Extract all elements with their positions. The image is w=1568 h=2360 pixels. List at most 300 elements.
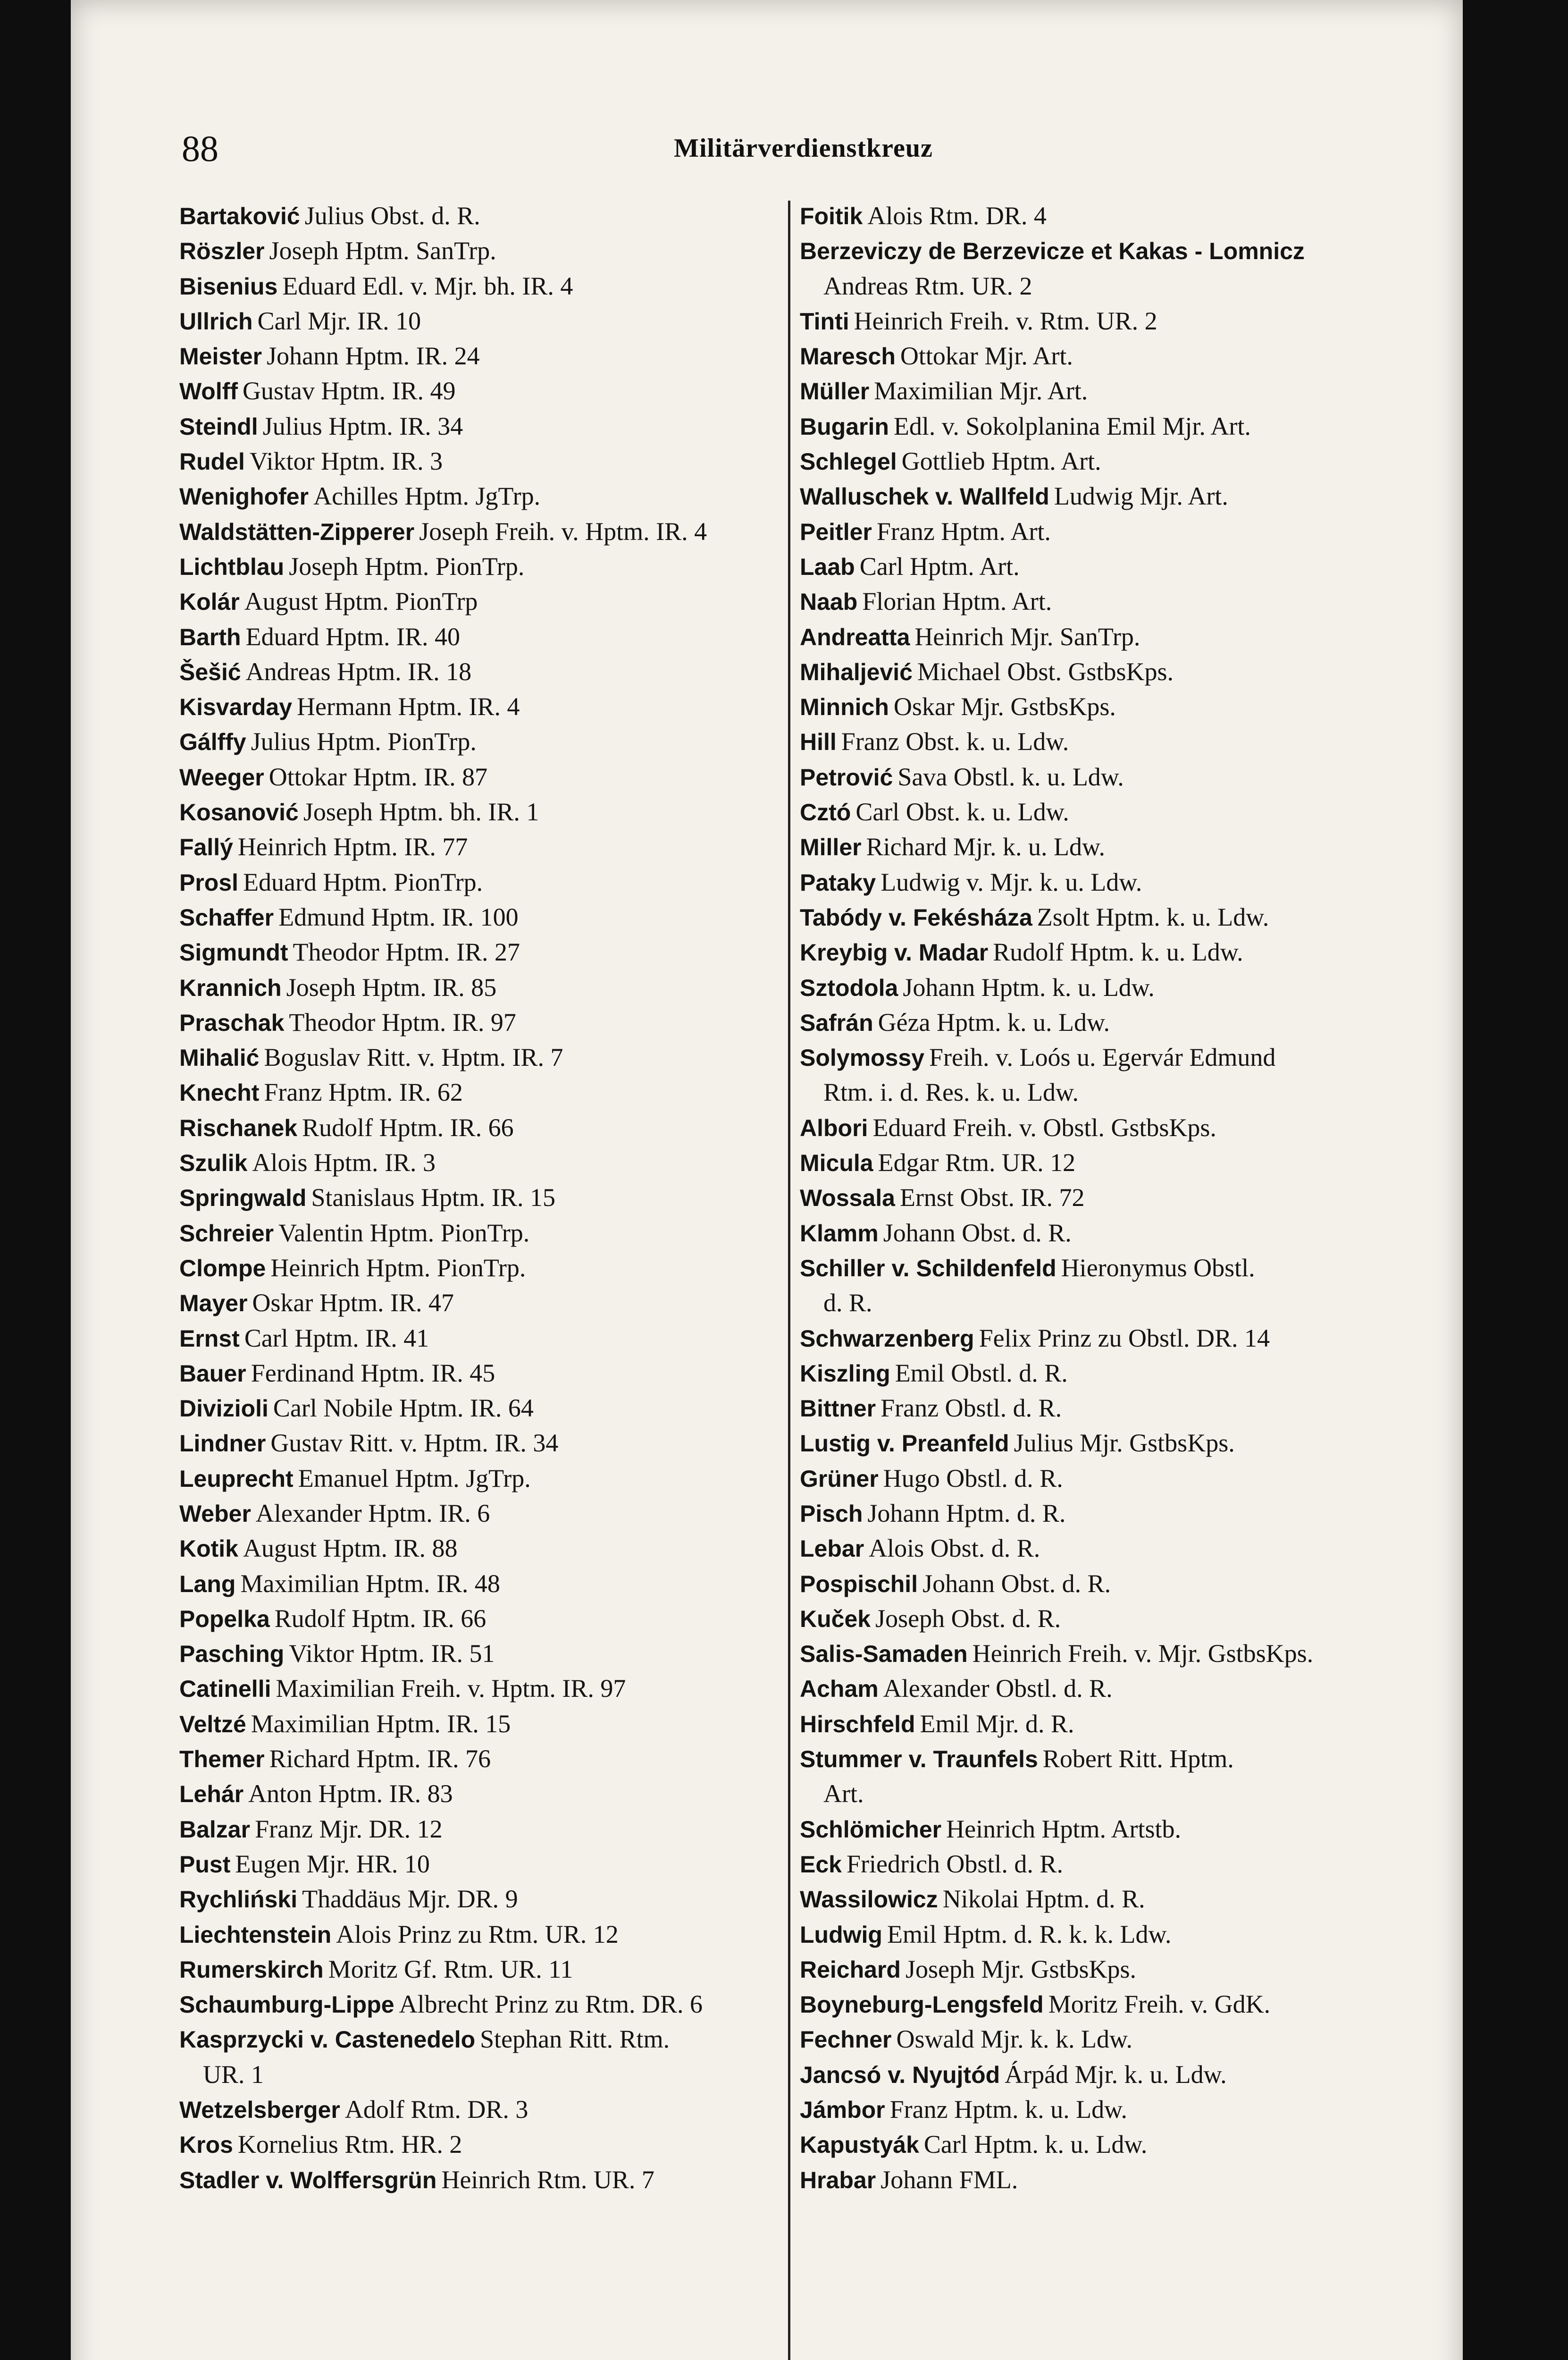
entry-continuation: Rtm. i. d. Res. k. u. Ldw. (823, 1078, 1079, 1107)
entry-details: Carl Nobile Hptm. IR. 64 (273, 1394, 534, 1423)
page-number: 88 (182, 128, 218, 169)
list-entry (179, 1601, 793, 1636)
entry-details: Anton Hptm. IR. 83 (248, 1779, 453, 1808)
list-entry (800, 1145, 1442, 1180)
entry-details: Edmund Hptm. IR. 100 (278, 902, 519, 931)
list-entry (800, 198, 1442, 233)
entry-details: Oskar Mjr. GstbsKps. (893, 692, 1116, 721)
list-entry (179, 1776, 793, 1811)
entry-details: Alois Hptm. IR. 3 (252, 1148, 436, 1177)
entry-surname: Minnich (800, 694, 889, 721)
entry-details: Carl Mjr. IR. 10 (257, 306, 421, 335)
entry-surname: Leuprecht (179, 1465, 293, 1492)
list-entry (179, 2092, 793, 2127)
entry-surname: Kros (179, 2132, 233, 2158)
entry-details: Joseph Hptm. IR. 85 (286, 973, 497, 1002)
entry-surname: Divizioli (179, 1395, 268, 1422)
list-entry (179, 1812, 793, 1846)
entry-details: Michael Obst. GstbsKps. (917, 657, 1174, 686)
entry-surname: Fechner (800, 2026, 892, 2053)
entry-details: Freih. v. Loós u. Egervár Edmund (929, 1043, 1276, 1072)
entry-surname: Lichtblau (179, 553, 285, 580)
list-entry (800, 1110, 1442, 1145)
list-entry (800, 654, 1442, 689)
entry-surname: Acham (800, 1676, 879, 1703)
list-entry (800, 373, 1442, 408)
entry-details: Julius Mjr. GstbsKps. (1014, 1429, 1235, 1458)
entry-surname: Stadler v. Wolffersgrün (179, 2166, 437, 2193)
entry-details: Maximilian Hptm. IR. 48 (240, 1569, 500, 1598)
list-entry (179, 2127, 793, 2162)
list-entry (800, 1952, 1442, 1987)
entry-surname: Petrović (800, 764, 893, 791)
entry-surname: Maresch (800, 343, 896, 370)
entry-surname: Micula (800, 1150, 873, 1177)
list-entry (800, 2092, 1442, 2127)
entry-surname: Jancsó v. Nyujtód (800, 2061, 1000, 2088)
entry-details: Carl Hptm. IR. 41 (244, 1323, 429, 1352)
entry-surname: Pisch (800, 1500, 863, 1527)
entry-surname: Rischanek (179, 1114, 298, 1141)
entry-surname: Mayer (179, 1290, 248, 1317)
entry-details: Carl Obst. k. u. Ldw. (855, 798, 1069, 826)
entry-details: Andreas Hptm. IR. 18 (245, 657, 472, 686)
list-entry (800, 338, 1442, 373)
list-entry (800, 2057, 1442, 2092)
entry-details: Richard Hptm. IR. 76 (269, 1745, 491, 1773)
list-entry (179, 1636, 793, 1671)
entry-details: Johann Hptm. d. R. (867, 1499, 1066, 1527)
entry-surname: Bisenius (179, 273, 278, 300)
entry-surname: Lebar (800, 1535, 864, 1562)
entry-surname: Schaffer (179, 904, 274, 931)
entry-details: Ludwig Mjr. Art. (1054, 482, 1228, 511)
entry-surname: Safrán (800, 1009, 873, 1036)
entry-details: Alexander Hptm. IR. 6 (255, 1499, 490, 1527)
column-divider (788, 201, 790, 2360)
list-entry (800, 1425, 1442, 1460)
entry-surname: Szulik (179, 1150, 248, 1177)
entry-details: Alois Rtm. DR. 4 (867, 202, 1047, 230)
list-entry (179, 1180, 793, 1215)
list-entry (179, 865, 793, 900)
entry-details: Heinrich Freih. v. Rtm. UR. 2 (854, 306, 1157, 335)
list-entry (800, 479, 1442, 514)
entry-surname: Bauer (179, 1360, 246, 1387)
entry-surname: Kotik (179, 1535, 238, 1562)
entry-surname: Steindl (179, 413, 258, 440)
entry-details: Joseph Obst. d. R. (875, 1604, 1061, 1633)
list-entry (800, 1391, 1442, 1425)
entry-surname: Gálffy (179, 729, 246, 756)
entry-details: Franz Hptm. Art. (876, 517, 1051, 546)
entry-surname: Peitler (800, 518, 872, 545)
entry-surname: Kosanović (179, 799, 299, 826)
list-entry (800, 303, 1442, 338)
entry-details: Franz Hptm. IR. 62 (264, 1078, 463, 1107)
entry-details: Richard Mjr. k. u. Ldw. (866, 833, 1106, 861)
entry-details: Ferdinand Hptm. IR. 45 (251, 1358, 495, 1387)
list-entry (800, 1601, 1442, 1636)
entry-surname: Schaumburg-Lippe (179, 1991, 394, 2018)
entry-surname: Mihaljević (800, 658, 913, 685)
list-entry (179, 198, 793, 233)
list-entry (800, 1215, 1442, 1250)
entry-details: Joseph Hptm. PionTrp. (289, 552, 525, 581)
entry-details: August Hptm. PionTrp (244, 587, 478, 616)
entry-details: Joseph Freih. v. Hptm. IR. 4 (419, 517, 707, 546)
entry-surname: Wenighofer (179, 483, 309, 510)
entry-surname: Meister (179, 343, 262, 370)
list-entry (179, 654, 793, 689)
list-entry (179, 1496, 793, 1531)
entry-surname: Kiszling (800, 1360, 890, 1387)
list-entry (179, 1671, 793, 1706)
list-entry (179, 1005, 793, 1040)
entry-details: Eduard Hptm. PionTrp. (243, 868, 483, 896)
list-entry (800, 935, 1442, 969)
entry-surname: Mihalić (179, 1045, 260, 1071)
list-entry (800, 865, 1442, 900)
entry-surname: Weeger (179, 764, 264, 791)
entry-details: Friedrich Obstl. d. R. (846, 1849, 1063, 1878)
list-entry (800, 1496, 1442, 1531)
entry-details: Viktor Hptm. IR. 51 (289, 1639, 495, 1668)
entry-surname: Kasprzycki v. Castenedelo (179, 2026, 476, 2053)
list-entry (179, 1391, 793, 1425)
entry-surname: Schlömicher (800, 1816, 942, 1843)
entry-continuation: d. R. (823, 1289, 872, 1317)
list-entry (800, 1741, 1442, 1776)
entry-details: Franz Hptm. k. u. Ldw. (889, 2095, 1128, 2124)
entry-details: Boguslav Ritt. v. Hptm. IR. 7 (264, 1043, 563, 1072)
list-entry (800, 1461, 1442, 1496)
entry-surname: Ludwig (800, 1921, 882, 1948)
entry-details: Albrecht Prinz zu Rtm. DR. 6 (399, 1990, 703, 2019)
list-entry (179, 689, 793, 724)
list-entry (800, 514, 1442, 549)
list-entry (800, 1250, 1442, 1285)
entry-details: Stephan Ritt. Rtm. (480, 2025, 670, 2054)
entry-surname: Schiller v. Schildenfeld (800, 1255, 1057, 1281)
entry-surname: Foitik (800, 203, 863, 229)
list-entry (179, 1706, 793, 1741)
entry-details: Felix Prinz zu Obstl. DR. 14 (979, 1323, 1270, 1352)
entry-details: Heinrich Freih. v. Mjr. GstbsKps. (972, 1639, 1314, 1668)
entry-surname: Hirschfeld (800, 1711, 915, 1737)
list-entry (179, 409, 793, 444)
entry-details: Heinrich Mjr. SanTrp. (914, 622, 1140, 651)
entry-surname: Reichard (800, 1956, 901, 1983)
entry-surname: Bittner (800, 1395, 876, 1422)
entry-surname: Bartaković (179, 203, 300, 229)
entry-details: Ottokar Hptm. IR. 87 (268, 762, 488, 791)
entry-details: Maximilian Hptm. IR. 15 (251, 1709, 511, 1738)
list-entry (800, 1005, 1442, 1040)
entry-details: Moritz Gf. Rtm. UR. 11 (328, 1955, 573, 1983)
list-entry (179, 759, 793, 794)
entry-details: Johann Hptm. k. u. Ldw. (903, 973, 1155, 1002)
entry-surname: Lustig v. Preanfeld (800, 1430, 1009, 1457)
entry-details: Carl Hptm. k. u. Ldw. (923, 2130, 1148, 2159)
entry-surname: Rumerskirch (179, 1956, 324, 1983)
entry-details: Robert Ritt. Hptm. (1042, 1745, 1234, 1773)
entry-details: Emil Hptm. d. R. k. k. Ldw. (887, 1920, 1172, 1948)
entry-surname: Popelka (179, 1605, 270, 1632)
entry-surname: Šešić (179, 658, 241, 685)
entry-surname: Weber (179, 1500, 251, 1527)
list-entry (179, 1741, 793, 1776)
entry-surname: Kreybig v. Madar (800, 939, 989, 966)
entry-surname: Wossala (800, 1185, 895, 1212)
entry-surname: Kuček (800, 1605, 871, 1632)
list-entry (179, 444, 793, 479)
entry-surname: Walluschek v. Wallfeld (800, 483, 1049, 510)
list-entry (179, 303, 793, 338)
entry-surname: Rychliński (179, 1886, 298, 1913)
entry-details: Valentin Hptm. PionTrp. (278, 1218, 530, 1247)
right-column (800, 198, 1442, 2197)
entry-surname: Andreatta (800, 624, 910, 650)
entry-details: Joseph Hptm. SanTrp. (269, 236, 496, 265)
list-entry (800, 549, 1442, 584)
entry-surname: Kapustyák (800, 2132, 919, 2158)
list-entry (179, 1250, 793, 1285)
entry-details: Johann Obst. d. R. (922, 1569, 1111, 1598)
entry-details: Johann Obst. d. R. (883, 1218, 1072, 1247)
entry-surname: Kisvarday (179, 694, 293, 721)
entry-continuation: Andreas Rtm. UR. 2 (823, 271, 1032, 300)
list-entry (800, 1636, 1442, 1671)
list-entry (800, 1671, 1442, 1706)
entry-surname: Berzeviczy de Berzevicze et Kakas - Lomnicz (800, 238, 1305, 265)
entry-surname: Albori (800, 1114, 868, 1141)
entry-surname: Eck (800, 1851, 842, 1878)
list-entry (179, 1461, 793, 1496)
list-entry (179, 1110, 793, 1145)
entry-surname: Bugarin (800, 413, 889, 440)
entry-surname: Wassilowicz (800, 1886, 938, 1913)
entry-surname: Pasching (179, 1641, 285, 1668)
entry-details: Joseph Mjr. GstbsKps. (905, 1955, 1137, 1983)
entry-continuation: Art. (823, 1779, 864, 1808)
entry-details: Franz Obst. k. u. Ldw. (841, 727, 1069, 756)
list-entry (179, 1531, 793, 1566)
entry-details: Theodor Hptm. IR. 27 (293, 938, 520, 967)
list-entry (800, 1531, 1442, 1566)
entry-surname: Fallý (179, 834, 233, 861)
left-column (179, 198, 793, 2197)
entry-surname: Hrabar (800, 2166, 876, 2193)
entry-details: Gustav Ritt. v. Hptm. IR. 34 (270, 1429, 559, 1458)
entry-surname: Tinti (800, 308, 849, 335)
entry-details: Árpád Mjr. k. u. Ldw. (1005, 2060, 1227, 2089)
list-entry (800, 689, 1442, 724)
document-page (71, 0, 1463, 2360)
list-entry (179, 619, 793, 654)
entry-details: Gustav Hptm. IR. 49 (243, 377, 456, 405)
entry-details: Rudolf Hptm. k. u. Ldw. (993, 938, 1243, 967)
entry-details: Moritz Freih. v. GdK. (1048, 1990, 1271, 2019)
entry-details: Emil Mjr. d. R. (920, 1709, 1074, 1738)
list-entry (800, 829, 1442, 864)
entry-surname: Krannich (179, 974, 282, 1001)
list-entry (179, 935, 793, 969)
entry-details: Alexander Obstl. d. R. (883, 1674, 1113, 1703)
list-entry (179, 1285, 793, 1320)
list-entry (179, 900, 793, 935)
list-entry (179, 233, 793, 268)
list-entry (179, 829, 793, 864)
list-entry (800, 1812, 1442, 1846)
list-entry (179, 1917, 793, 1952)
entry-details: Hieronymus Obstl. (1061, 1253, 1255, 1282)
entry-details: Achilles Hptm. JgTrp. (313, 482, 541, 511)
entry-details: Ernst Obst. IR. 72 (899, 1183, 1085, 1212)
entry-details: Sava Obstl. k. u. Ldw. (897, 762, 1124, 791)
entry-surname: Waldstätten-Zipperer (179, 518, 415, 545)
list-entry (179, 1846, 793, 1881)
list-entry (179, 1952, 793, 1987)
entry-surname: Salis-Samaden (800, 1641, 968, 1668)
entry-surname: Tabódy v. Fekésháza (800, 904, 1032, 931)
entry-details: Rudolf Hptm. IR. 66 (302, 1113, 514, 1142)
entry-details: Julius Hptm. IR. 34 (262, 412, 463, 440)
entry-surname: Catinelli (179, 1676, 271, 1703)
entry-details: Maximilian Mjr. Art. (874, 377, 1088, 405)
entry-surname: Rudel (179, 448, 245, 475)
list-entry (800, 1881, 1442, 1916)
entry-surname: Veltzé (179, 1711, 246, 1737)
entry-details: Heinrich Rtm. UR. 7 (441, 2165, 654, 2194)
list-entry (800, 794, 1442, 829)
list-entry (179, 1987, 793, 2022)
entry-details: Edgar Rtm. UR. 12 (878, 1148, 1076, 1177)
list-entry (179, 479, 793, 514)
list-entry (179, 1215, 793, 1250)
list-entry (179, 269, 793, 303)
entry-details: Heinrich Hptm. PionTrp. (270, 1253, 526, 1282)
list-entry (800, 619, 1442, 654)
entry-surname: Knecht (179, 1079, 260, 1106)
list-entry (179, 1881, 793, 1916)
entry-details: August Hptm. IR. 88 (243, 1534, 458, 1563)
entry-surname: Schreier (179, 1220, 274, 1247)
list-entry (800, 759, 1442, 794)
list-entry (800, 1917, 1442, 1952)
entry-details: Zsolt Hptm. k. u. Ldw. (1037, 902, 1269, 931)
list-entry (179, 1425, 793, 1460)
list-entry (800, 900, 1442, 935)
entry-details: Hermann Hptm. IR. 4 (297, 692, 520, 721)
entry-surname: Barth (179, 624, 241, 650)
list-entry (800, 409, 1442, 444)
list-entry (800, 1846, 1442, 1881)
entry-surname: Ullrich (179, 308, 253, 335)
list-entry (179, 724, 793, 759)
entry-details: Alois Prinz zu Rtm. UR. 12 (336, 1920, 619, 1948)
entry-details: Florian Hptm. Art. (862, 587, 1052, 616)
entry-surname: Kolár (179, 589, 240, 615)
list-entry (800, 584, 1442, 619)
entry-details: Franz Mjr. DR. 12 (255, 1814, 443, 1843)
list-entry (179, 373, 793, 408)
entry-details: Franz Obstl. d. R. (880, 1394, 1062, 1423)
entry-details: Emil Obstl. d. R. (895, 1358, 1068, 1387)
entry-surname: Cztó (800, 799, 851, 826)
entry-surname: Boyneburg-Lengsfeld (800, 1991, 1044, 2018)
entry-surname: Schlegel (800, 448, 897, 475)
list-entry (179, 1566, 793, 1601)
entry-surname: Springwald (179, 1185, 307, 1212)
entry-surname: Stummer v. Traunfels (800, 1746, 1038, 1773)
list-entry (800, 2162, 1442, 2197)
list-entry (179, 514, 793, 549)
entry-details: Julius Obst. d. R. (304, 202, 480, 230)
list-entry (800, 1566, 1442, 1601)
list-entry (179, 1040, 793, 1075)
entry-continuation: UR. 1 (203, 2060, 264, 2089)
list-entry (800, 444, 1442, 479)
entry-details: Rudolf Hptm. IR. 66 (274, 1604, 486, 1633)
entry-details: Maximilian Freih. v. Hptm. IR. 97 (276, 1674, 626, 1703)
entry-surname: Wolff (179, 378, 238, 405)
list-entry (800, 233, 1442, 268)
list-entry (179, 970, 793, 1005)
list-entry (800, 1356, 1442, 1391)
entry-details: Ottokar Mjr. Art. (900, 342, 1073, 371)
entry-details: Heinrich Hptm. IR. 77 (237, 833, 468, 861)
list-entry (179, 1321, 793, 1356)
entry-surname: Naab (800, 589, 858, 615)
entry-surname: Praschak (179, 1009, 285, 1036)
entry-details: Géza Hptm. k. u. Ldw. (878, 1008, 1110, 1037)
entry-details: Eduard Freih. v. Obstl. GstbsKps. (872, 1113, 1216, 1142)
list-entry (179, 1356, 793, 1391)
entry-surname: Liechtenstein (179, 1921, 332, 1948)
entry-surname: Lehár (179, 1781, 244, 1808)
list-entry (179, 338, 793, 373)
entry-details: Eduard Hptm. IR. 40 (245, 622, 461, 651)
entry-details: Ludwig v. Mjr. k. u. Ldw. (880, 868, 1142, 896)
list-entry (800, 1321, 1442, 1356)
entry-details: Gottlieb Hptm. Art. (901, 447, 1101, 476)
entry-surname: Jámbor (800, 2097, 885, 2124)
list-entry (800, 2127, 1442, 2162)
entry-details: Edl. v. Sokolplanina Emil Mjr. Art. (893, 412, 1251, 440)
entry-surname: Lindner (179, 1430, 266, 1457)
list-entry (800, 724, 1442, 759)
entry-details: Stanislaus Hptm. IR. 15 (311, 1183, 555, 1212)
entry-surname: Sztodola (800, 974, 898, 1001)
entry-details: Heinrich Hptm. Artstb. (946, 1814, 1182, 1843)
entry-surname: Miller (800, 834, 862, 861)
entry-details: Thaddäus Mjr. DR. 9 (302, 1885, 518, 1913)
entry-surname: Laab (800, 553, 855, 580)
list-entry (800, 1180, 1442, 1215)
entry-surname: Klamm (800, 1220, 879, 1247)
entry-surname: Lang (179, 1570, 236, 1597)
entry-details: Alois Obst. d. R. (869, 1534, 1040, 1563)
entry-details: Carl Hptm. Art. (859, 552, 1020, 581)
entry-details: Nikolai Hptm. d. R. (942, 1885, 1145, 1913)
list-entry (179, 584, 793, 619)
list-entry (800, 970, 1442, 1005)
entry-details: Theodor Hptm. IR. 97 (289, 1008, 516, 1037)
entry-details: Johann FML. (880, 2165, 1018, 2194)
entry-surname: Prosl (179, 869, 239, 896)
list-entry (800, 1987, 1442, 2022)
